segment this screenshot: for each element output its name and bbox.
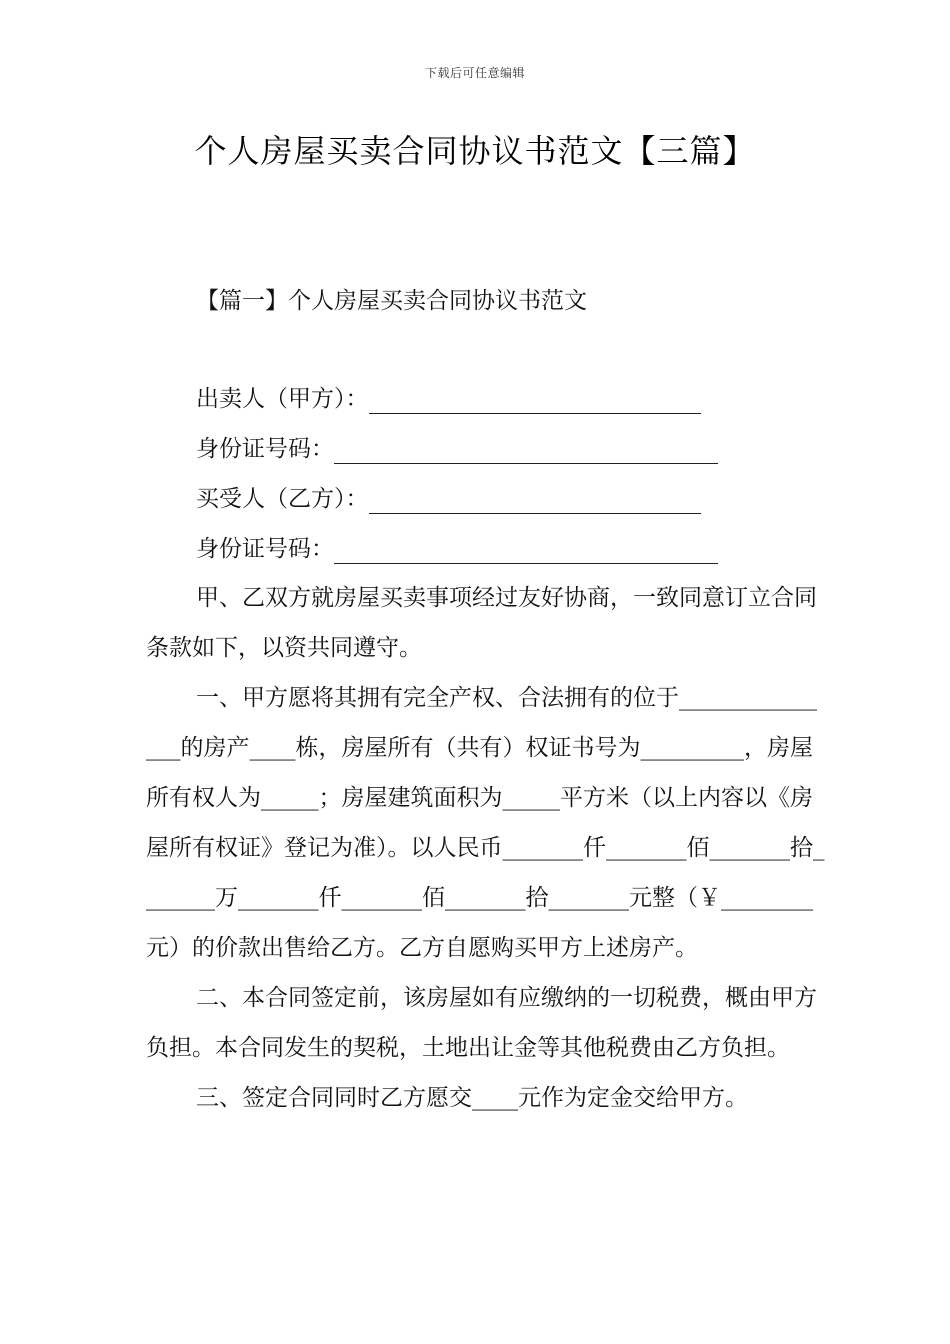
seller-field	[196, 384, 701, 414]
buyer-field	[196, 484, 701, 514]
seller-id-blank	[334, 439, 718, 464]
paragraph-clause-2: 二、本合同签定前，该房屋如有应缴纳的一切税费，概由甲方负担。本合同发生的契税，土地出让金等其他税费由乙方负担。	[146, 985, 817, 1061]
buyer-id-blank	[334, 539, 718, 564]
buyer-id-label: 身份证号码：	[196, 536, 334, 562]
section-title: 【篇一】个人房屋买卖合同协议书范文	[196, 288, 587, 314]
contract-body	[146, 573, 826, 1123]
seller-id-label: 身份证号码：	[196, 436, 334, 462]
buyer-blank	[369, 489, 701, 514]
paragraph-clause-1: 一、甲方愿将其拥有完全产权、合法拥有的位于_______________的房产____栋，房屋所有（共有）权证书号为_________，房屋所有权人为_____；房屋建筑面积为_____平方米（以上内容以《房屋所有权证》登记为准）。以人民币_______仟_______佰_______拾_______万_______仟_______佰_______拾_______元整（￥________元）的价款出售给乙方。乙方自愿购买甲方上述房产。	[146, 685, 825, 961]
paragraph-intro: 甲、乙双方就房屋买卖事项经过友好协商，一致同意订立合同条款如下，以资共同遵守。	[146, 585, 817, 661]
buyer-label: 买受人（乙方）：	[196, 486, 369, 512]
header-note: 下载后可任意编辑	[424, 66, 525, 80]
seller-blank	[369, 389, 701, 414]
seller-label: 出卖人（甲方）：	[196, 386, 369, 412]
seller-id-field	[196, 434, 718, 464]
document-title: 个人房屋买卖合同协议书范文【三篇】	[194, 132, 756, 170]
paragraph-clause-3: 三、签定合同同时乙方愿交____元作为定金交给甲方。	[196, 1085, 748, 1111]
buyer-id-field	[196, 534, 718, 564]
